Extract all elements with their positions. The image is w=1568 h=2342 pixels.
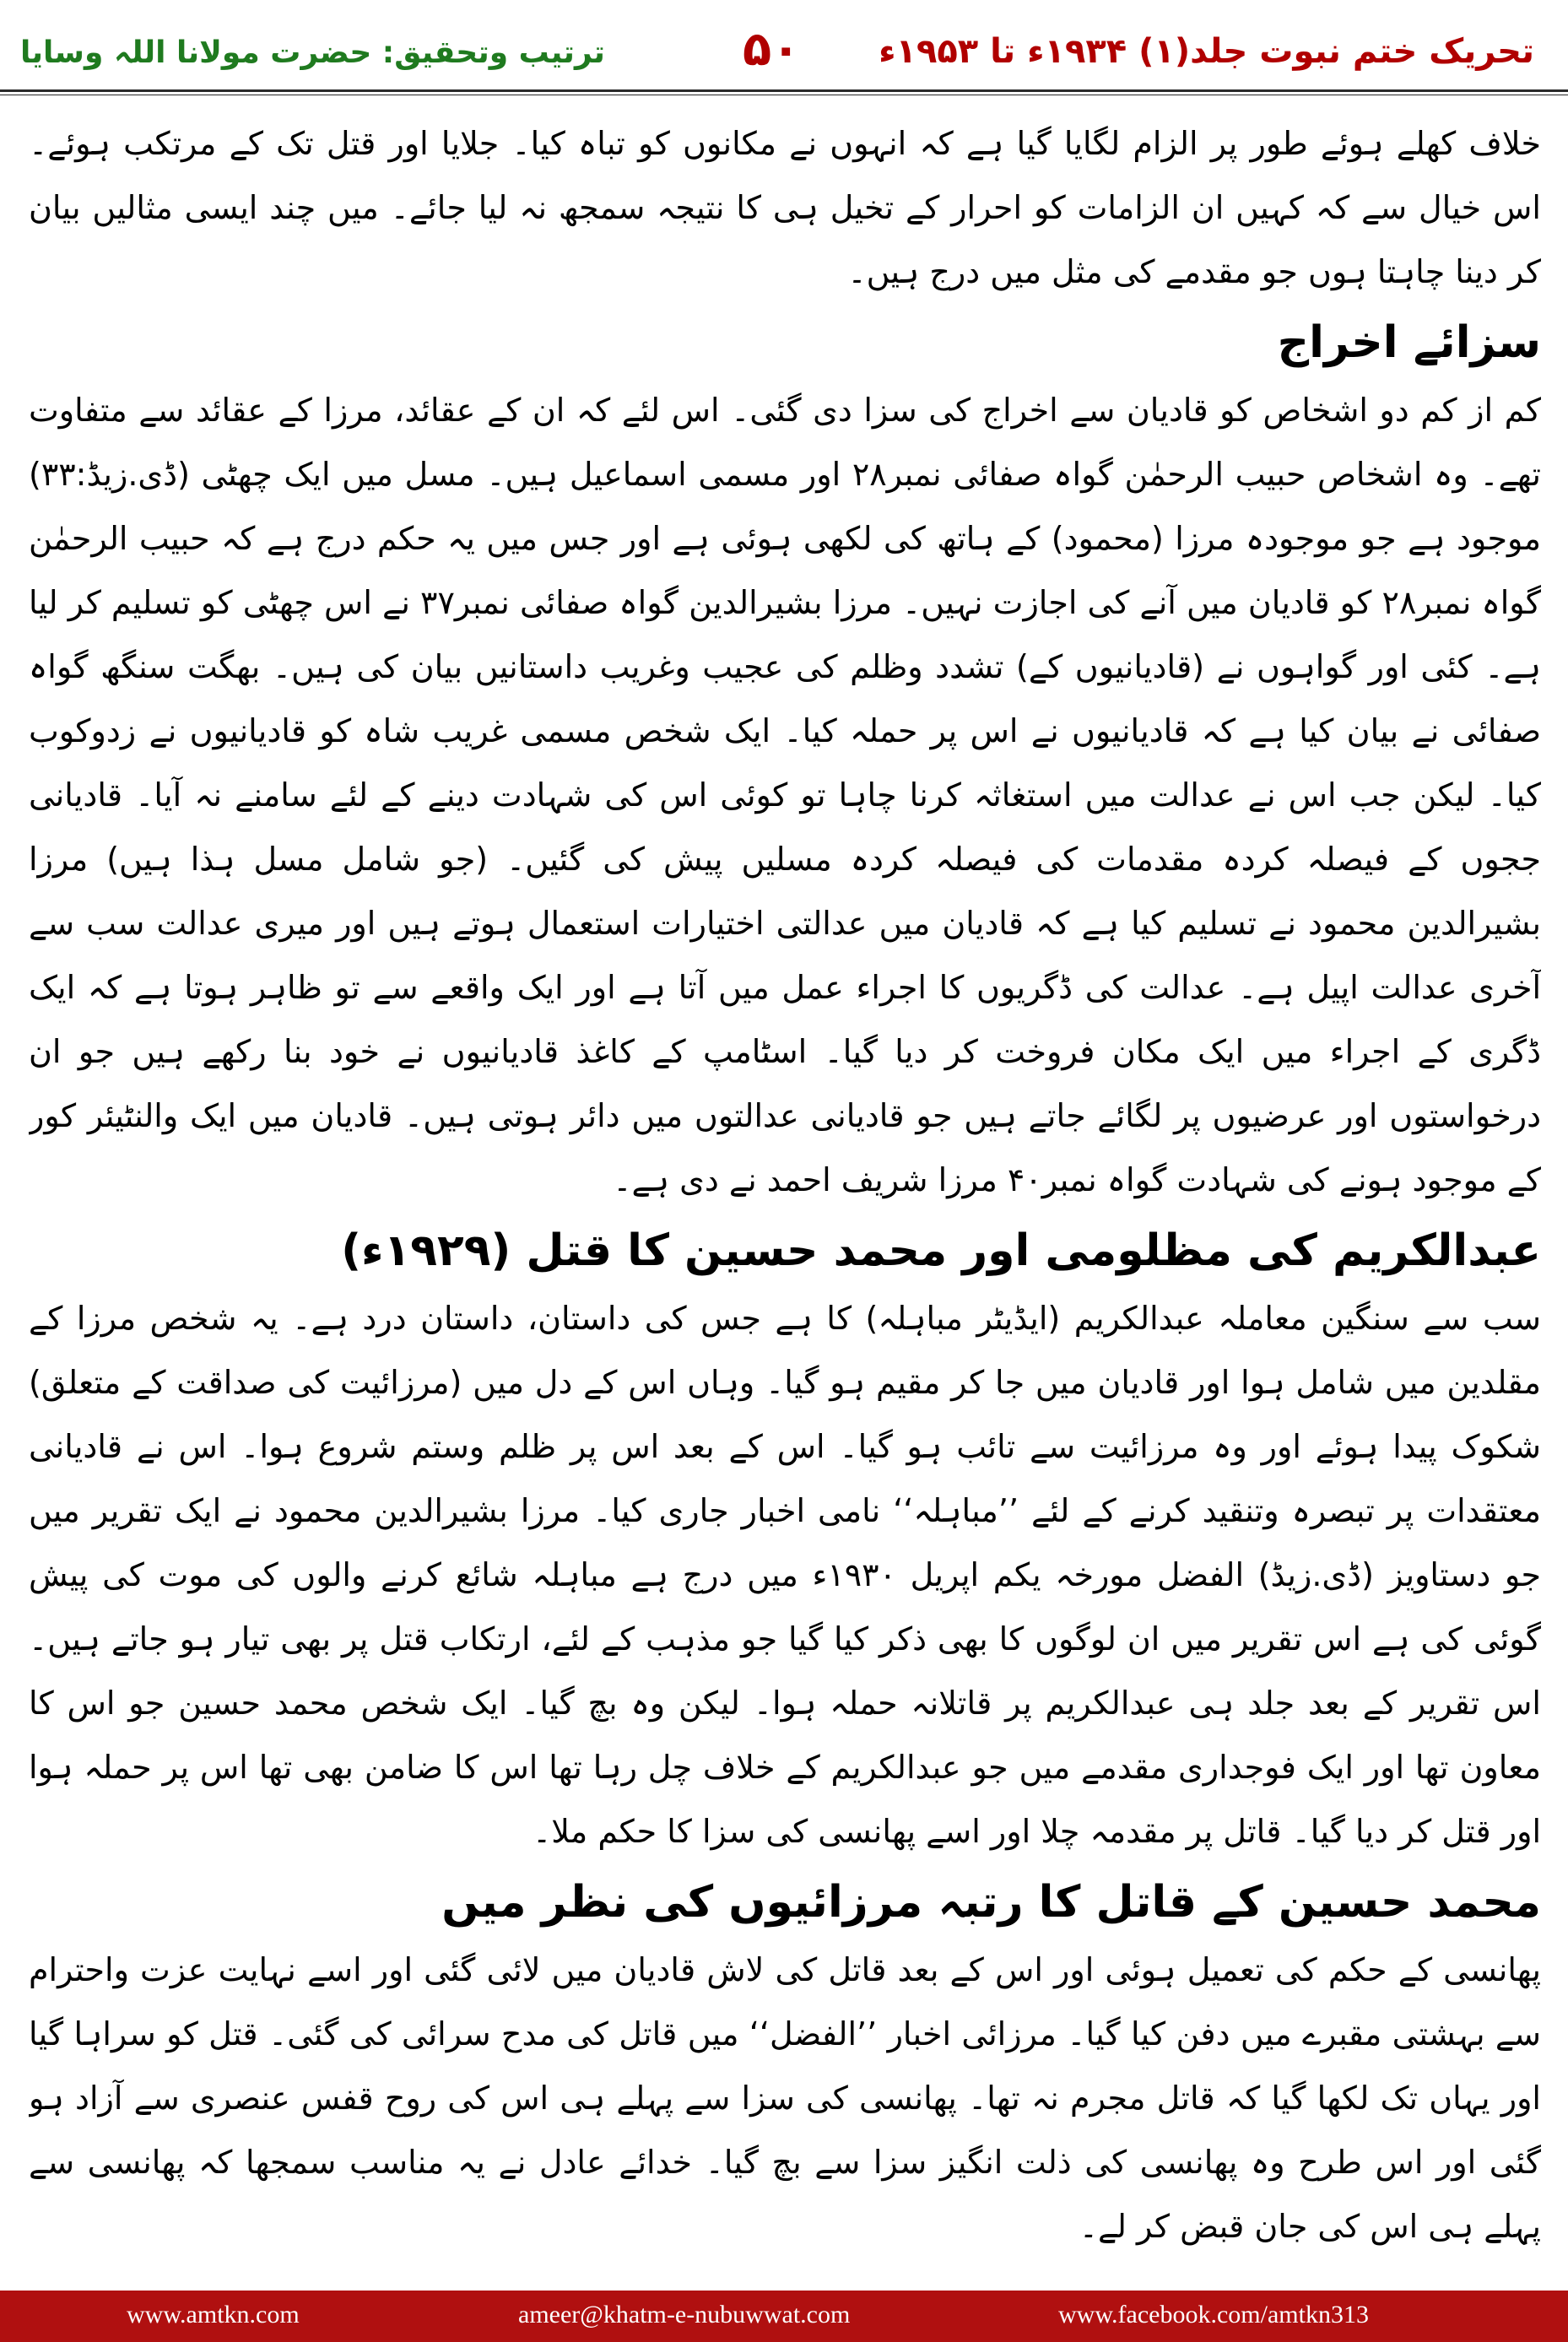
email-link[interactable]: ameer@khatm-e-nubuwwat.com (518, 2301, 851, 2328)
intro-paragraph: خلاف کھلے ہوئے طور پر الزام لگایا گیا ہے کہ انہوں نے مکانوں کو تباہ کیا۔ جلایا اور قتل تک کے مرتکب ہوئے۔ اس خیال سے کہ کہیں ان الزامات کو احرار کے تخیل ہی کا نتیجہ سمجھ نہ لیا جائے۔ میں چند ایسی مثالیں بیان کر دینا چاہتا ہوں جو مقدمے کی مثل میں درج ہیں۔ (29, 125, 1541, 290)
page-number: ۵۰ (743, 22, 801, 77)
section-heading-expulsion: سزائے اخراج (1277, 317, 1541, 368)
compiler-credit: ترتیب وتحقیق: حضرت مولانا اللہ وسایا (20, 35, 605, 70)
page-header (0, 0, 1568, 100)
page-footer (0, 2291, 1568, 2342)
section-heading-abdulkarim: عبدالکریم کی مظلومی اور محمد حسین کا قتل (۱۹۲۹ء) (341, 1225, 1541, 1276)
book-title: تحریک ختم نبوت جلد(۱) ۱۹۳۴ء تا ۱۹۵۳ء (879, 32, 1534, 71)
section-heading-killer-status: محمد حسین کے قاتل کا رتبہ مرزائیوں کی نظر میں (441, 1877, 1541, 1928)
website-link[interactable]: www.amtkn.com (127, 2301, 300, 2328)
abdulkarim-paragraph: سب سے سنگین معاملہ عبدالکریم (ایڈیٹر مباہلہ) کا ہے جس کی داستان، داستان درد ہے۔ یہ شخص مرزا کے مقلدین میں شامل ہوا اور قادیان میں جا کر مقیم ہو گیا۔ وہاں اس کے دل میں (مرزائیت کی صداقت کے متعلق) شکوک پیدا ہوئے اور وہ مرزائیت سے تائب ہو گیا۔ اس کے بعد اس پر ظلم وستم شروع ہوا۔ اس نے قادیانی معتقدات پر تبصرہ وتنقید کرنے کے لئے ’’مباہلہ‘‘ نامی اخبار جاری کیا۔ مرزا بشیرالدین محمود نے ایک تقریر میں جو دستاویز (ڈی.زیڈ) الفضل مورخہ یکم اپریل ۱۹۳۰ء میں درج ہے مباہلہ شائع کرنے والوں کی موت کی پیش گوئی کی ہے اس تقریر میں ان لوگوں کا بھی ذکر کیا گیا جو مذہب کے لئے، ارتکاب قتل پر بھی تیار ہو جاتے ہیں۔ اس تقریر کے بعد جلد ہی عبدالکریم پر قاتلانہ حملہ ہوا۔ لیکن وہ بچ گیا۔ ایک شخص محمد حسین جو اس کا معاون تھا اور ایک فوجداری مقدمے میں جو عبدالکریم کے خلاف چل رہا تھا اس کا ضامن بھی تھا اس پر حملہ ہوا اور قتل کر دیا گیا۔ قاتل پر مقدمہ چلا اور اسے پھانسی کی سزا کا حکم ملا۔ (29, 1300, 1541, 1850)
header-rule (0, 89, 1568, 92)
page-body (29, 111, 1541, 2272)
facebook-link[interactable]: www.facebook.com/amtkn313 (1058, 2301, 1369, 2328)
expulsion-paragraph: کم از کم دو اشخاص کو قادیان سے اخراج کی سزا دی گئی۔ اس لئے کہ ان کے عقائد، مرزا کے عقائد سے متفاوت تھے۔ وہ اشخاص حبیب الرحمٰن گواہ صفائی نمبر۲۸ اور مسمی اسماعیل ہیں۔ مسل میں ایک چھٹی (ڈی.زیڈ:۳۳) موجود ہے جو موجودہ مرزا (محمود) کے ہاتھ کی لکھی ہوئی ہے اور جس میں یہ حکم درج ہے کہ حبیب الرحمٰن گواہ نمبر۲۸ کو قادیان میں آنے کی اجازت نہیں۔ مرزا بشیرالدین گواہ صفائی نمبر۳۷ نے اس چھٹی کو تسلیم کر لیا ہے۔ کئی اور گواہوں نے (قادیانیوں کے) تشدد وظلم کی عجیب وغریب داستانیں بیان کی ہیں۔ بھگت سنگھ گواہ صفائی نے بیان کیا ہے کہ قادیانیوں نے اس پر حملہ کیا۔ ایک شخص مسمی غریب شاہ کو قادیانیوں نے زدوکوب کیا۔ لیکن جب اس نے عدالت میں استغاثہ کرنا چاہا تو کوئی اس کی شہادت دینے کے لئے سامنے نہ آیا۔ قادیانی ججوں کے فیصلہ کردہ مقدمات کی فیصلہ کردہ مسلیں پیش کی گئیں۔ (جو شامل مسل ہذا ہیں) مرزا بشیرالدین محمود نے تسلیم کیا ہے کہ قادیان میں عدالتی اختیارات استعمال ہوتے ہیں اور میری عدالت سب سے آخری عدالت اپیل ہے۔ عدالت کی ڈگریوں کا اجراء عمل میں آتا ہے اور ایک واقعے سے تو ظاہر ہوتا ہے کہ ایک ڈگری کے اجراء میں ایک مکان فروخت کر دیا گیا۔ اسٹامپ کے کاغذ قادیانیوں نے خود بنا رکھے ہیں جو ان درخواستوں اور عرضیوں پر لگائے جاتے ہیں جو قادیانی عدالتوں میں دائر ہوتی ہیں۔ قادیان میں ایک والنٹیئر کور کے موجود ہونے کی شہادت گواہ نمبر۴۰ مرزا شریف احمد نے دی ہے۔ (29, 392, 1541, 1198)
killer-status-paragraph: پھانسی کے حکم کی تعمیل ہوئی اور اس کے بعد قاتل کی لاش قادیان میں لائی گئی اور اسے نہایت عزت واحترام سے بہشتی مقبرے میں دفن کیا گیا۔ مرزائی اخبار ’’الفضل‘‘ میں قاتل کی مدح سرائی کی گئی۔ قتل کو سراہا گیا اور یہاں تک لکھا گیا کہ قاتل مجرم نہ تھا۔ پھانسی کی سزا سے پہلے ہی اس کی روح قفس عنصری سے آزاد ہو گئی اور اس طرح وہ پھانسی کی ذلت انگیز سزا سے بچ گیا۔ خدائے عادل نے یہ مناسب سمجھا کہ پھانسی سے پہلے ہی اس کی جان قبض کر لے۔ (29, 1951, 1541, 2245)
